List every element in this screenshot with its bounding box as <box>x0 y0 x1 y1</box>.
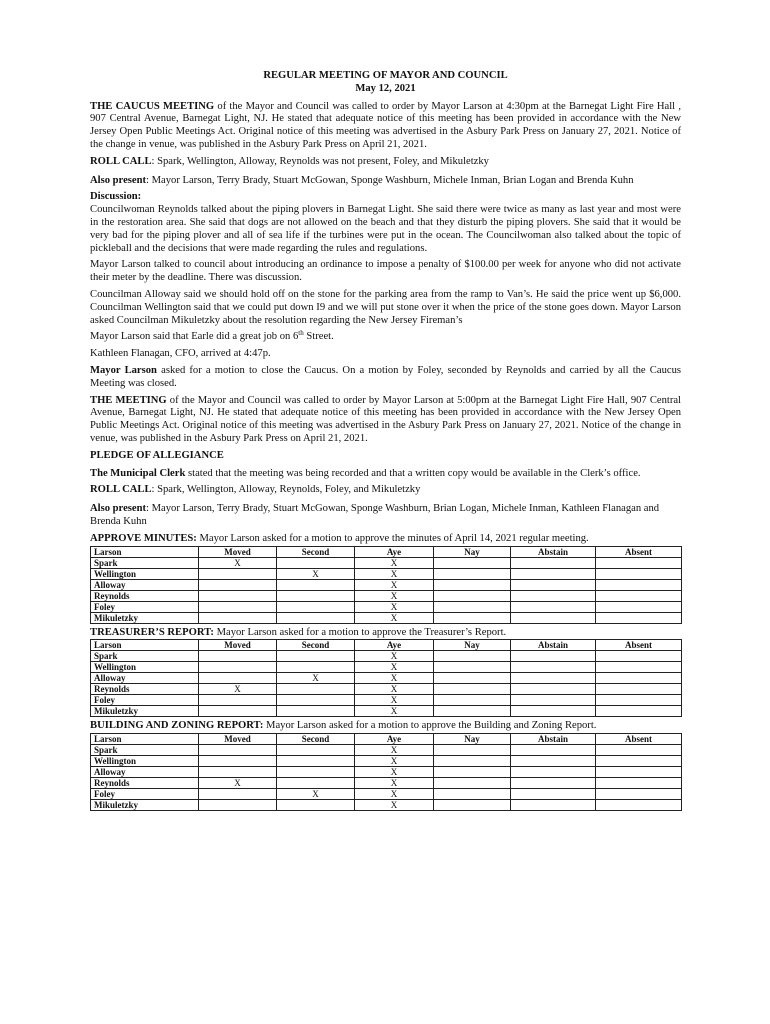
vote-cell: X <box>355 590 434 601</box>
vote-cell: X <box>355 778 434 789</box>
pledge-heading: PLEDGE OF ALLEGIANCE <box>90 449 224 461</box>
vote-cell: X <box>199 778 277 789</box>
vote-cell <box>511 568 596 579</box>
table-row <box>91 662 682 673</box>
also-present-caucus <box>90 175 681 188</box>
vote-cell <box>199 706 277 717</box>
vote-cell <box>277 579 355 590</box>
vote-cell <box>511 612 596 623</box>
council-member-name: Foley <box>91 601 199 612</box>
vote-cell <box>511 706 596 717</box>
vote-cell <box>511 590 596 601</box>
vote-cell: X <box>355 800 434 811</box>
discussion-meter-ordinance: Mayor Larson talked to council about introducing an ordinance to impose a penalty of $100.00 per week for anyone who did not activate their meter by the deadline. There was discussion. <box>90 259 681 284</box>
vote-cell <box>596 557 682 568</box>
vote-cell <box>277 612 355 623</box>
table-row <box>91 673 682 684</box>
clerk-paragraph: The Municipal Clerk stated that the meeting was being recorded and that a written copy would be available in the Clerk’s office. <box>90 467 641 479</box>
vote-cell <box>277 706 355 717</box>
vote-cell <box>199 662 277 673</box>
vote-cell <box>199 789 277 800</box>
vote-cell <box>596 673 682 684</box>
vote-cell: X <box>355 745 434 756</box>
vote-cell <box>199 579 277 590</box>
vote-cell <box>277 662 355 673</box>
vote-cell <box>511 778 596 789</box>
table-row <box>91 745 682 756</box>
vote-header-larson: Larson <box>91 734 199 745</box>
council-member-name: Reynolds <box>91 684 199 695</box>
council-member-name: Mikuletzky <box>91 706 199 717</box>
vote-cell: X <box>277 673 355 684</box>
vote-cell <box>199 601 277 612</box>
vote-cell <box>277 684 355 695</box>
discussion-stone-parking: Councilman Alloway said we should hold off on the stone for the parking area from the ramp to Van’s. He said the price went up $6,000. Councilman Wellington said that we could put down I9 and we will put stone over it when the price of the stone goes down. Mayor Larson asked Councilman Mikuletzky about the resolution regarding the New Jersey Fireman’s <box>90 288 681 326</box>
council-member-name: Mikuletzky <box>91 800 199 811</box>
vote-cell <box>434 684 511 695</box>
vote-cell <box>199 612 277 623</box>
vote-cell <box>434 778 511 789</box>
vote-cell <box>434 706 511 717</box>
roll-call-meeting: ROLL CALL: Spark, Wellington, Alloway, Reynolds, Foley, and Mikuletzky <box>90 484 421 496</box>
vote-header-abstain: Abstain <box>511 546 596 557</box>
vote-cell <box>511 673 596 684</box>
table-row <box>91 756 682 767</box>
vote-cell <box>277 767 355 778</box>
council-member-name: Wellington <box>91 756 199 767</box>
vote-cell <box>199 651 277 662</box>
vote-cell <box>277 695 355 706</box>
table-row <box>91 557 682 568</box>
treasurer-vote-table <box>90 639 682 717</box>
vote-cell <box>199 756 277 767</box>
vote-cell <box>199 568 277 579</box>
vote-cell <box>511 579 596 590</box>
vote-cell: X <box>355 579 434 590</box>
treasurer-report-paragraph: TREASURER’S REPORT: Mayor Larson asked for a motion to approve the Treasurer’s Report. <box>90 626 507 638</box>
also-present-text: : Mayor Larson, Terry Brady, Stuart McGowan, Sponge Washburn, Michele Inman, Brian Logan and Brenda Kuhn <box>146 174 634 186</box>
zoning-report-paragraph: BUILDING AND ZONING REPORT: Mayor Larson asked for a motion to approve the Building and Zoning Report. <box>90 720 597 732</box>
vote-cell <box>434 662 511 673</box>
council-member-name: Foley <box>91 695 199 706</box>
vote-cell: X <box>355 557 434 568</box>
vote-cell <box>434 673 511 684</box>
vote-cell <box>199 767 277 778</box>
vote-header-aye: Aye <box>355 546 434 557</box>
vote-cell <box>596 601 682 612</box>
vote-cell <box>434 612 511 623</box>
table-row <box>91 651 682 662</box>
vote-cell: X <box>355 767 434 778</box>
vote-cell <box>596 590 682 601</box>
vote-cell <box>277 756 355 767</box>
vote-cell: X <box>355 756 434 767</box>
vote-cell <box>277 590 355 601</box>
vote-cell <box>596 651 682 662</box>
vote-header-absent: Absent <box>596 640 682 651</box>
vote-cell <box>277 651 355 662</box>
vote-cell <box>434 695 511 706</box>
table-row <box>91 695 682 706</box>
vote-cell: X <box>355 651 434 662</box>
council-member-name: Wellington <box>91 662 199 673</box>
vote-cell: X <box>355 695 434 706</box>
vote-cell: X <box>355 601 434 612</box>
vote-cell <box>434 557 511 568</box>
vote-header-larson: Larson <box>91 640 199 651</box>
vote-header-aye: Aye <box>355 734 434 745</box>
vote-header-nay: Nay <box>434 546 511 557</box>
vote-header-abstain: Abstain <box>511 640 596 651</box>
vote-cell: X <box>355 662 434 673</box>
vote-cell <box>511 651 596 662</box>
council-member-name: Spark <box>91 557 199 568</box>
discussion-heading: Discussion: <box>90 191 142 203</box>
table-row <box>91 590 682 601</box>
vote-cell <box>596 778 682 789</box>
vote-cell <box>199 800 277 811</box>
vote-header-abstain: Abstain <box>511 734 596 745</box>
council-member-name: Spark <box>91 745 199 756</box>
vote-cell <box>511 789 596 800</box>
vote-cell <box>277 745 355 756</box>
vote-cell <box>596 662 682 673</box>
vote-cell <box>511 695 596 706</box>
vote-cell <box>511 662 596 673</box>
roll-call-caucus <box>90 156 681 169</box>
vote-cell <box>434 756 511 767</box>
vote-cell <box>511 800 596 811</box>
minutes-document <box>90 70 681 814</box>
document-title: REGULAR MEETING OF MAYOR AND COUNCIL <box>263 70 508 81</box>
vote-cell: X <box>355 612 434 623</box>
vote-cell <box>277 601 355 612</box>
vote-header-second: Second <box>277 734 355 745</box>
vote-cell <box>199 745 277 756</box>
approve-minutes-paragraph: APPROVE MINUTES: Mayor Larson asked for a motion to approve the minutes of April 14, 2021 regular meeting. <box>90 532 589 544</box>
vote-cell: X <box>355 706 434 717</box>
vote-cell <box>596 612 682 623</box>
also-present-meeting: Also present: Mayor Larson, Terry Brady, Stuart McGowan, Sponge Washburn, Brian Logan, Michele Inman, Kathleen Flanagan and Brenda Kuhn <box>90 503 660 527</box>
vote-cell: X <box>199 557 277 568</box>
vote-cell: X <box>355 684 434 695</box>
vote-cell <box>596 568 682 579</box>
close-caucus-paragraph: Mayor Larson asked for a motion to close the Caucus. On a motion by Foley, seconded by Reynolds and carried by all the Caucus Meeting was closed. <box>90 364 681 389</box>
vote-cell <box>596 800 682 811</box>
vote-cell: X <box>355 673 434 684</box>
vote-cell <box>434 745 511 756</box>
table-row <box>91 767 682 778</box>
table-row <box>91 579 682 590</box>
vote-header-second: Second <box>277 640 355 651</box>
vote-cell <box>434 767 511 778</box>
table-row <box>91 706 682 717</box>
vote-cell <box>596 706 682 717</box>
vote-cell <box>596 756 682 767</box>
vote-cell <box>434 651 511 662</box>
table-row <box>91 684 682 695</box>
table-row <box>91 800 682 811</box>
vote-header-aye: Aye <box>355 640 434 651</box>
vote-cell <box>511 756 596 767</box>
also-present-lead: Also present <box>90 174 147 186</box>
table-row <box>91 601 682 612</box>
vote-cell <box>511 745 596 756</box>
vote-cell <box>596 579 682 590</box>
vote-cell: X <box>355 568 434 579</box>
vote-header-nay: Nay <box>434 734 511 745</box>
vote-cell <box>596 767 682 778</box>
caucus-lead: THE CAUCUS MEETING <box>90 100 215 112</box>
roll-call-lead: ROLL CALL <box>90 155 152 167</box>
council-member-name: Mikuletzky <box>91 612 199 623</box>
vote-header-second: Second <box>277 546 355 557</box>
vote-header-moved: Moved <box>199 546 277 557</box>
vote-cell: X <box>199 684 277 695</box>
vote-cell <box>596 789 682 800</box>
vote-header-absent: Absent <box>596 734 682 745</box>
minutes-vote-table <box>90 546 682 624</box>
council-member-name: Wellington <box>91 568 199 579</box>
vote-header-larson: Larson <box>91 546 199 557</box>
vote-header-moved: Moved <box>199 734 277 745</box>
meeting-paragraph: THE MEETING of the Mayor and Council was called to order by Mayor Larson at 5:00pm at the Barnegat Light Fire Hall, 907 Central Avenue, Barnegat Light, NJ. He stated that adequate notice of this meeting has been provided in accordance with the New Jersey Open Public Meetings Act. Original notice of this meeting was advertised in the Asbury Park Press on January 27, 2021. Notice of the change in venue, was published in the Asbury Park Press on April 21, 2021. <box>90 394 682 444</box>
vote-cell <box>277 778 355 789</box>
discussion-cfo-arrival: Kathleen Flanagan, CFO, arrived at 4:47p. <box>90 348 271 360</box>
table-row <box>91 568 682 579</box>
vote-cell <box>596 695 682 706</box>
vote-cell: X <box>277 568 355 579</box>
discussion-sixth-street: Mayor Larson said that Earle did a great job on 6th Street. <box>90 329 334 343</box>
vote-header-nay: Nay <box>434 640 511 651</box>
council-member-name: Reynolds <box>91 778 199 789</box>
vote-cell <box>434 579 511 590</box>
council-member-name: Alloway <box>91 673 199 684</box>
vote-cell <box>199 673 277 684</box>
vote-cell <box>596 684 682 695</box>
discussion-plovers: Councilwoman Reynolds talked about the piping plovers in Barnegat Light. She said there were twice as many as last year and most were in the restoration area. She said that dogs are not allowed on the beach and that they disturb the piping plovers. She said that it would be very bad for the piping plover and all of sea life if the turbines were put in the ocean. The Councilwoman also talked about the topic of pickleball and the decisions that were made regarding the rules and regulations. <box>90 204 681 254</box>
council-member-name: Alloway <box>91 767 199 778</box>
council-member-name: Spark <box>91 651 199 662</box>
vote-cell <box>434 601 511 612</box>
vote-cell <box>199 590 277 601</box>
vote-cell <box>434 590 511 601</box>
vote-cell <box>434 568 511 579</box>
table-row <box>91 612 682 623</box>
vote-cell <box>434 789 511 800</box>
roll-call-text: : Spark, Wellington, Alloway, Reynolds was not present, Foley, and Mikuletzky <box>151 155 489 167</box>
council-member-name: Alloway <box>91 579 199 590</box>
document-date: May 12, 2021 <box>355 82 416 94</box>
table-row <box>91 778 682 789</box>
council-member-name: Reynolds <box>91 590 199 601</box>
vote-cell <box>277 800 355 811</box>
vote-cell <box>596 745 682 756</box>
table-row <box>91 789 682 800</box>
vote-cell <box>511 684 596 695</box>
vote-cell <box>199 695 277 706</box>
vote-cell: X <box>277 789 355 800</box>
caucus-paragraph <box>90 101 681 152</box>
vote-header-moved: Moved <box>199 640 277 651</box>
vote-cell <box>511 557 596 568</box>
council-member-name: Foley <box>91 789 199 800</box>
vote-cell <box>511 601 596 612</box>
vote-cell <box>511 767 596 778</box>
vote-cell <box>434 800 511 811</box>
zoning-vote-table <box>90 733 682 811</box>
vote-header-absent: Absent <box>596 546 682 557</box>
caucus-text: of the Mayor and Council was called to order by Mayor Larson at 4:30pm at the Barnegat Light Fire Hall , 907 Central Avenue, Barnegat Light, NJ. He stated that adequate notice of this meeting has been provided in accordance with the New Jersey Open Public Meetings Act. Original notice of this meeting was advertised in the Asbury Park Press on January 27, 2021. Notice of the change in venue, was published in the Asbury Park Press on April 21, 2021. <box>90 100 681 150</box>
vote-cell: X <box>355 789 434 800</box>
vote-cell <box>277 557 355 568</box>
